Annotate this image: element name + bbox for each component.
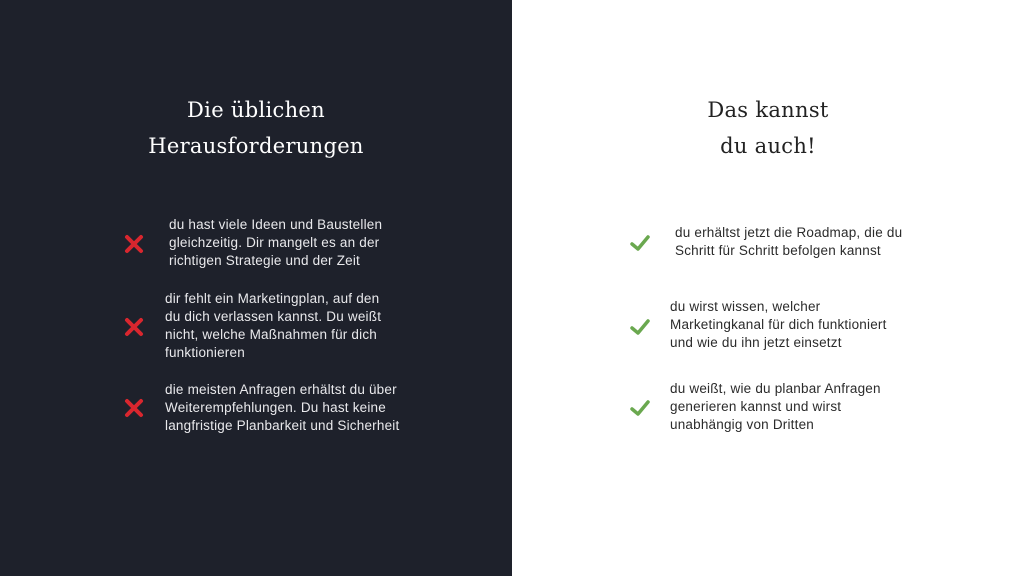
text-line: generieren kannst und wirst bbox=[670, 399, 842, 414]
text-line: du wirst wissen, welcher bbox=[670, 299, 821, 314]
solution-item-text bbox=[670, 380, 881, 434]
checkmark-icon bbox=[629, 397, 651, 419]
solutions-heading-line-2: du auch! bbox=[720, 134, 816, 158]
challenges-heading-line-2: Herausforderungen bbox=[148, 134, 364, 158]
checkmark-icon bbox=[629, 232, 651, 254]
text-line: Marketingkanal für dich funktioniert bbox=[670, 317, 887, 332]
text-line: Weiterempfehlungen. Du hast keine bbox=[165, 400, 386, 415]
text-line: richtigen Strategie und der Zeit bbox=[169, 253, 361, 268]
challenge-item-text bbox=[165, 290, 381, 362]
solution-item-text bbox=[675, 224, 902, 260]
text-line: langfristige Planbarkeit und Sicherheit bbox=[165, 418, 400, 433]
challenge-item-text bbox=[169, 216, 382, 270]
text-line: unabhängig von Dritten bbox=[670, 417, 815, 432]
solution-item bbox=[670, 298, 887, 352]
cross-icon bbox=[123, 316, 145, 338]
challenges-heading bbox=[0, 92, 512, 164]
solutions-heading-line-1: Das kannst bbox=[707, 98, 829, 122]
text-line: dir fehlt ein Marketingplan, auf den bbox=[165, 291, 380, 306]
solutions-panel bbox=[512, 0, 1024, 576]
text-line: und wie du ihn jetzt einsetzt bbox=[670, 335, 842, 350]
checkmark-icon bbox=[629, 316, 651, 338]
solution-item bbox=[675, 224, 902, 260]
text-line: nicht, welche Maßnahmen für dich bbox=[165, 327, 377, 342]
text-line: funktionieren bbox=[165, 345, 245, 360]
cross-icon bbox=[123, 397, 145, 419]
text-line: Schritt für Schritt befolgen kannst bbox=[675, 243, 881, 258]
challenge-item-text bbox=[165, 381, 399, 435]
challenge-item bbox=[165, 290, 381, 362]
cross-icon bbox=[123, 233, 145, 255]
challenge-item bbox=[165, 381, 399, 435]
text-line: du hast viele Ideen und Baustellen bbox=[169, 217, 383, 232]
solution-item bbox=[670, 380, 881, 434]
text-line: du dich verlassen kannst. Du weißt bbox=[165, 309, 382, 324]
text-line: du erhältst jetzt die Roadmap, die du bbox=[675, 225, 903, 240]
solutions-heading bbox=[512, 92, 1024, 164]
text-line: du weißt, wie du planbar Anfragen bbox=[670, 381, 881, 396]
challenge-item bbox=[169, 216, 382, 270]
text-line: gleichzeitig. Dir mangelt es an der bbox=[169, 235, 380, 250]
solution-item-text bbox=[670, 298, 887, 352]
challenges-heading-line-1: Die üblichen bbox=[187, 98, 325, 122]
text-line: die meisten Anfragen erhältst du über bbox=[165, 382, 397, 397]
